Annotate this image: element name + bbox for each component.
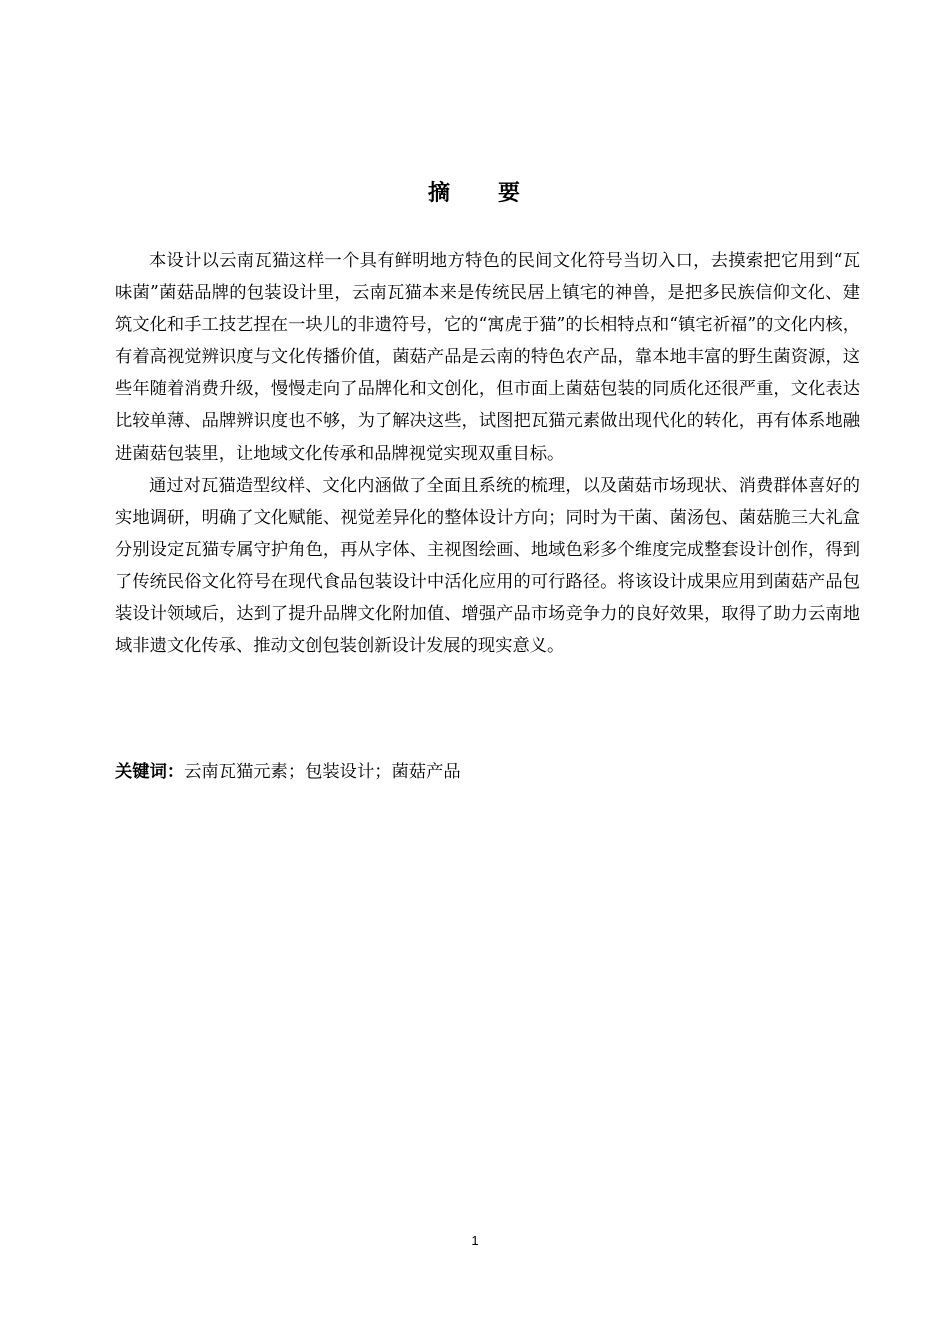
keywords-text: 云南瓦猫元素；包装设计；菌菇产品: [184, 762, 461, 782]
abstract-paragraph-2: 通过对瓦猫造型纹样、文化内涵做了全面且系统的梳理，以及菌菇市场现状、消费群体喜好的实地调研，明确了文化赋能、视觉差异化的整体设计方向；同时为干菌、菌汤包、菌菇脆三大礼盒分别设定瓦猫专属守护角色，再从字体、主视图绘画、地域色彩多个维度完成整套设计创作，得到了传统民俗文化符号在现代食品包装设计中活化应用的可行路径。将该设计成果应用到菌菇产品包装设计领域后，达到了提升品牌文化附加值、增强产品市场竞争力的良好效果，取得了助力云南地域非遗文化传承、推动文创包装创新设计发展的现实意义。: [115, 475, 860, 657]
abstract-title-char-1: 摘: [427, 181, 452, 206]
page-number: 1: [471, 1233, 479, 1248]
abstract-title-char-2: 要: [498, 181, 523, 206]
keywords-label: 关键词：: [115, 762, 185, 782]
abstract-body: [115, 245, 860, 662]
abstract-title: [0, 178, 950, 210]
keywords-line: [115, 758, 860, 786]
abstract-paragraph-1: 本设计以云南瓦猫这样一个具有鲜明地方特色的民间文化符号当切入口，去摸索把它用到“瓦味菌”菌菇品牌的包装设计里，云南瓦猫本来是传统民居上镇宅的神兽，是把多民族信仰文化、建筑文化和手工技艺捏在一块儿的非遗符号，它的“寓虎于猫”的长相特点和“镇宅祈福”的文化内核，有着高视觉辨识度与文化传播价值，菌菇产品是云南的特色农产品，靠本地丰富的野生菌资源，这些年随着消费升级，慢慢走向了品牌化和文创化，但市面上菌菇包装的同质化还很严重，文化表达比较单薄、品牌辨识度也不够，为了解决这些，试图把瓦猫元素做出现代化的转化，再有体系地融进菌菇包装里，让地域文化传承和品牌视觉实现双重目标。: [115, 251, 860, 464]
